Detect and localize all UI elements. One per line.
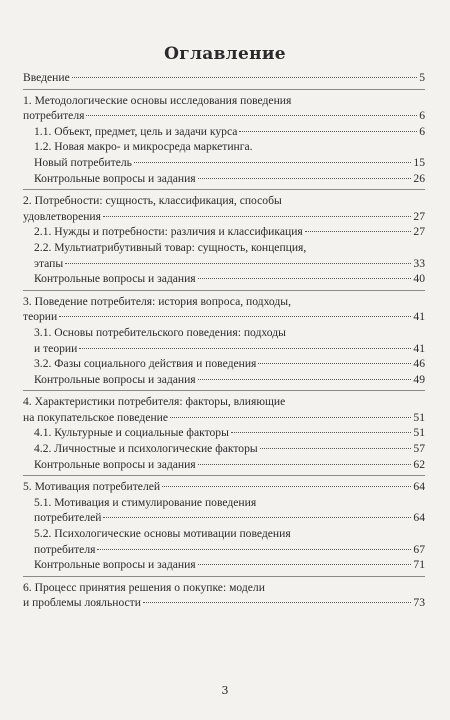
toc-subentry[interactable]	[23, 441, 425, 457]
toc-page-number: 27	[413, 225, 425, 239]
toc-subentry[interactable]	[23, 171, 425, 187]
toc-page-number: 27	[413, 209, 425, 223]
toc-entry[interactable]	[23, 294, 425, 325]
dot-leader	[170, 417, 411, 418]
toc-section	[23, 193, 425, 287]
dot-leader	[72, 77, 417, 78]
toc-page-number: 71	[413, 558, 425, 572]
toc-entry-title-line: потребителя	[34, 542, 96, 556]
toc-subentry[interactable]	[23, 224, 425, 240]
toc-entry-title-line: 2.2. Мультиатрибутивный товар: сущность, концепция,	[34, 240, 307, 254]
toc-entry-title-line: Контрольные вопросы и задания	[34, 272, 196, 286]
toc-entry-title-line: Контрольные вопросы и задания	[34, 558, 196, 572]
dot-leader	[198, 379, 412, 380]
toc-entry-title-line: и проблемы лояльности	[23, 596, 141, 610]
toc-page-number: 6	[419, 124, 425, 138]
toc-page-number: 73	[413, 596, 425, 610]
dot-leader	[143, 602, 411, 603]
toc-entry-title-line: 2.1. Нужды и потребности: различия и классификация	[34, 225, 303, 239]
toc-entry-title-line: и теории	[34, 341, 78, 355]
toc-entry[interactable]	[23, 394, 425, 425]
toc-entry-title-line: удовлетворения	[23, 209, 101, 223]
toc-entry-title-line: 4.2. Личностные и психологические факторы	[34, 442, 258, 456]
toc-section	[23, 93, 425, 187]
dot-leader	[59, 316, 411, 317]
toc-subentry[interactable]	[23, 271, 425, 287]
toc-entry-title-line: потребителя	[23, 109, 85, 123]
dot-leader	[97, 549, 411, 550]
toc-subentry[interactable]	[23, 495, 425, 526]
toc-page-number: 40	[413, 272, 425, 286]
table-of-contents	[23, 70, 425, 611]
toc-section	[23, 70, 425, 86]
toc-entry-title-line: потребителей	[34, 511, 102, 525]
dot-leader	[198, 178, 412, 179]
toc-page-number: 41	[413, 310, 425, 324]
toc-entry-title-line: 5.1. Мотивация и стимулирование поведения	[34, 495, 257, 509]
toc-subentry[interactable]	[23, 124, 425, 140]
toc-entry-title-line: 4.1. Культурные и социальные факторы	[34, 426, 229, 440]
toc-section	[23, 294, 425, 388]
dot-leader	[103, 216, 411, 217]
toc-subentry[interactable]	[23, 325, 425, 356]
dot-leader	[162, 486, 411, 487]
dot-leader	[134, 162, 411, 163]
dot-leader	[258, 363, 411, 364]
toc-entry-title-line: 1.1. Объект, предмет, цель и задачи курса	[34, 124, 238, 138]
toc-subentry[interactable]	[23, 372, 425, 388]
toc-entry-title-line: Контрольные вопросы и задания	[34, 372, 196, 386]
toc-page-number: 33	[413, 256, 425, 270]
toc-entry-title-line: 1.2. Новая макро- и микросреда маркетинга.	[34, 140, 253, 154]
toc-page-number: 49	[413, 372, 425, 386]
toc-subentry[interactable]	[23, 356, 425, 372]
toc-page-number: 57	[413, 442, 425, 456]
page-number: 3	[221, 684, 229, 697]
toc-entry-title-line: 4. Характеристики потребителя: факторы, влияющие	[23, 395, 286, 409]
toc-entry-title-line: теории	[23, 310, 58, 324]
dot-leader	[198, 564, 412, 565]
toc-entry[interactable]	[23, 479, 425, 495]
toc-subentry[interactable]	[23, 139, 425, 170]
dot-leader	[103, 517, 411, 518]
dot-leader	[198, 278, 412, 279]
toc-section	[23, 479, 425, 573]
dot-leader	[86, 115, 417, 116]
toc-entry[interactable]	[23, 93, 425, 124]
toc-page-number: 64	[413, 480, 425, 494]
toc-entry-title-line: 3. Поведение потребителя: история вопроса, подходы,	[23, 294, 291, 308]
dot-leader	[231, 432, 412, 433]
toc-entry[interactable]	[23, 70, 425, 86]
toc-subentry[interactable]	[23, 425, 425, 441]
toc-page-number: 26	[413, 171, 425, 185]
toc-page-number: 41	[413, 341, 425, 355]
dot-leader	[260, 448, 412, 449]
toc-page-number: 51	[413, 426, 425, 440]
toc-entry[interactable]	[23, 580, 425, 611]
toc-subentry[interactable]	[23, 557, 425, 573]
toc-subentry[interactable]	[23, 240, 425, 271]
toc-subentry[interactable]	[23, 526, 425, 557]
dot-leader	[65, 263, 411, 264]
toc-entry-title-line: 2. Потребности: сущность, классификация, способы	[23, 194, 282, 208]
toc-page-number: 6	[419, 109, 425, 123]
toc-page-number: 15	[413, 155, 425, 169]
toc-entry-title-line: Контрольные вопросы и задания	[34, 457, 196, 471]
toc-entry-title-line: Новый потребитель	[34, 155, 132, 169]
toc-entry-title-line: 5. Мотивация потребителей	[23, 480, 161, 494]
toc-page-number: 67	[413, 542, 425, 556]
toc-page-number: 46	[413, 357, 425, 371]
toc-page-number: 62	[413, 457, 425, 471]
toc-entry-title-line: 3.2. Фазы социального действия и поведения	[34, 357, 257, 371]
page-title: Оглавление	[164, 44, 286, 64]
toc-entry-title-line: этапы	[34, 256, 64, 270]
dot-leader	[239, 131, 417, 132]
toc-entry-title-line: 3.1. Основы потребительского поведения: подходы	[34, 325, 286, 339]
toc-section	[23, 394, 425, 472]
dot-leader	[79, 348, 411, 349]
toc-subentry[interactable]	[23, 457, 425, 473]
toc-page-number: 64	[413, 511, 425, 525]
toc-entry-title-line: 1. Методологические основы исследования поведения	[23, 93, 292, 107]
toc-entry-title-line: на покупательское поведение	[23, 410, 169, 424]
toc-page-number: 5	[419, 71, 425, 84]
dot-leader	[305, 231, 412, 232]
toc-entry-title-line: 6. Процесс принятия решения о покупке: модели	[23, 580, 265, 594]
toc-entry-title-line: Контрольные вопросы и задания	[34, 171, 196, 185]
dot-leader	[198, 464, 412, 465]
toc-section	[23, 580, 425, 611]
toc-entry[interactable]	[23, 193, 425, 224]
toc-entry-title-line: 5.2. Психологические основы мотивации поведения	[34, 527, 291, 541]
toc-entry-title-line: Введение	[23, 71, 70, 84]
toc-page-number: 51	[413, 410, 425, 424]
